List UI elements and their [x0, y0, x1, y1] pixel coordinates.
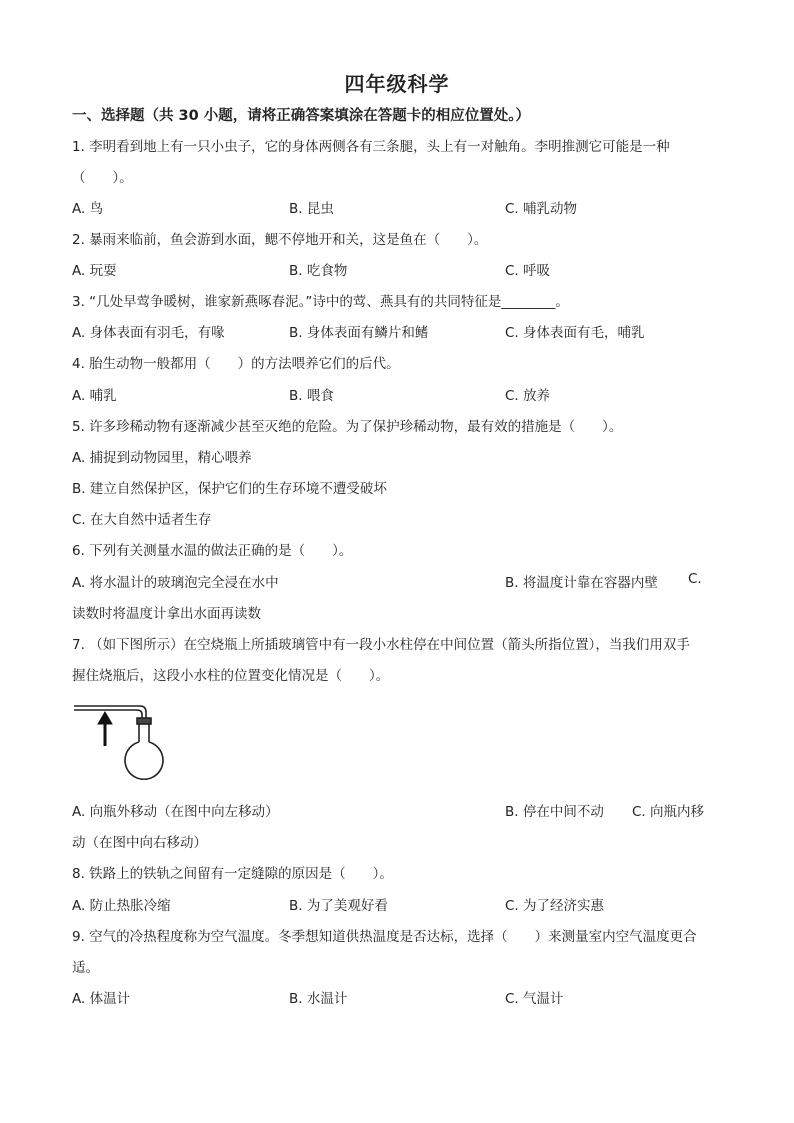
- up-arrow-icon: [98, 712, 112, 746]
- q2-option-c: C. 呼吸: [505, 263, 551, 279]
- q2-option-b: B. 吃食物: [289, 263, 348, 279]
- question-9-text: 9. 空气的冷热程度称为空气温度。冬季想知道供热温度是否达标，选择（ ）来测量室内空气温度更合: [72, 929, 697, 945]
- question-1-text-cont: （ ）。: [72, 170, 133, 186]
- question-3-text: 3. “几处早莺争暖树，谁家新燕啄春泥。”诗中的莺、燕具有的共同特征是________。: [72, 294, 569, 310]
- q6-option-c-text: 读数时将温度计拿出水面再读数: [72, 606, 261, 622]
- question-2-text: 2. 暴雨来临前，鱼会游到水面，鳃不停地开和关，这是鱼在（ ）。: [72, 232, 488, 248]
- q7-option-a: A. 向瓶外移动（在图中向左移动）: [72, 804, 279, 820]
- q2-option-a: A. 玩耍: [72, 263, 117, 279]
- q6-option-c-label: C.: [688, 571, 702, 587]
- q8-option-c: C. 为了经济实惠: [505, 898, 605, 914]
- q1-option-b: B. 昆虫: [289, 201, 334, 217]
- question-4-text: 4. 胎生动物一般都用（ ）的方法喂养它们的后代。: [72, 356, 400, 372]
- section-heading: 一、选择题（共 30 小题，请将正确答案填涂在答题卡的相应位置处。）: [72, 108, 531, 124]
- q9-option-c: C. 气温计: [505, 991, 564, 1007]
- q6-option-b: B. 将温度计靠在容器内壁: [505, 575, 658, 591]
- flask-icon: [74, 706, 163, 779]
- q7-option-b: B. 停在中间不动: [505, 804, 604, 820]
- q5-option-c: C. 在大自然中适者生存: [72, 512, 212, 528]
- q3-option-a: A. 身体表面有羽毛，有喙: [72, 325, 225, 341]
- q5-option-a: A. 捕捉到动物园里，精心喂养: [72, 450, 252, 466]
- q5-option-b: B. 建立自然保护区，保护它们的生存环境不遭受破坏: [72, 481, 387, 497]
- q4-option-a: A. 哺乳: [72, 388, 117, 404]
- q9-option-a: A. 体温计: [72, 991, 131, 1007]
- q7-option-c-text: 动（在图中向右移动）: [72, 835, 207, 851]
- q6-option-a: A. 将水温计的玻璃泡完全浸在水中: [72, 575, 279, 591]
- question-7-text-cont: 握住烧瓶后，这段小水柱的位置变化情况是（ ）。: [72, 668, 390, 684]
- question-7-text: 7. （如下图所示）在空烧瓶上所插玻璃管中有一段小水柱停在中间位置（箭头所指位置），当我们用双手: [72, 637, 690, 653]
- q8-option-b: B. 为了美观好看: [289, 898, 388, 914]
- q4-option-b: B. 喂食: [289, 388, 334, 404]
- q1-option-c: C. 哺乳动物: [505, 201, 578, 217]
- q1-option-a: A. 鸟: [72, 201, 104, 217]
- question-8-text: 8. 铁路上的铁轨之间留有一定缝隙的原因是（ ）。: [72, 866, 393, 882]
- question-5-text: 5. 许多珍稀动物有逐渐减少甚至灭绝的危险。为了保护珍稀动物，最有效的措施是（ ）。: [72, 419, 623, 435]
- question-9-text-cont: 适。: [72, 960, 99, 976]
- q3-option-b: B. 身体表面有鳞片和鳍: [289, 325, 429, 341]
- question-1-text: 1. 李明看到地上有一只小虫子，它的身体两侧各有三条腿，头上有一对触角。李明推测它可能是一种: [72, 139, 670, 155]
- page-title: 四年级科学: [344, 72, 450, 96]
- q4-option-c: C. 放养: [505, 388, 551, 404]
- q7-option-c-label: C. 向瓶内移: [632, 804, 705, 820]
- q3-option-c: C. 身体表面有毛，哺乳: [505, 325, 645, 341]
- question-6-text: 6. 下列有关测量水温的做法正确的是（ ）。: [72, 543, 353, 559]
- flask-figure: [72, 700, 168, 780]
- q8-option-a: A. 防止热胀冷缩: [72, 898, 171, 914]
- q9-option-b: B. 水温计: [289, 991, 348, 1007]
